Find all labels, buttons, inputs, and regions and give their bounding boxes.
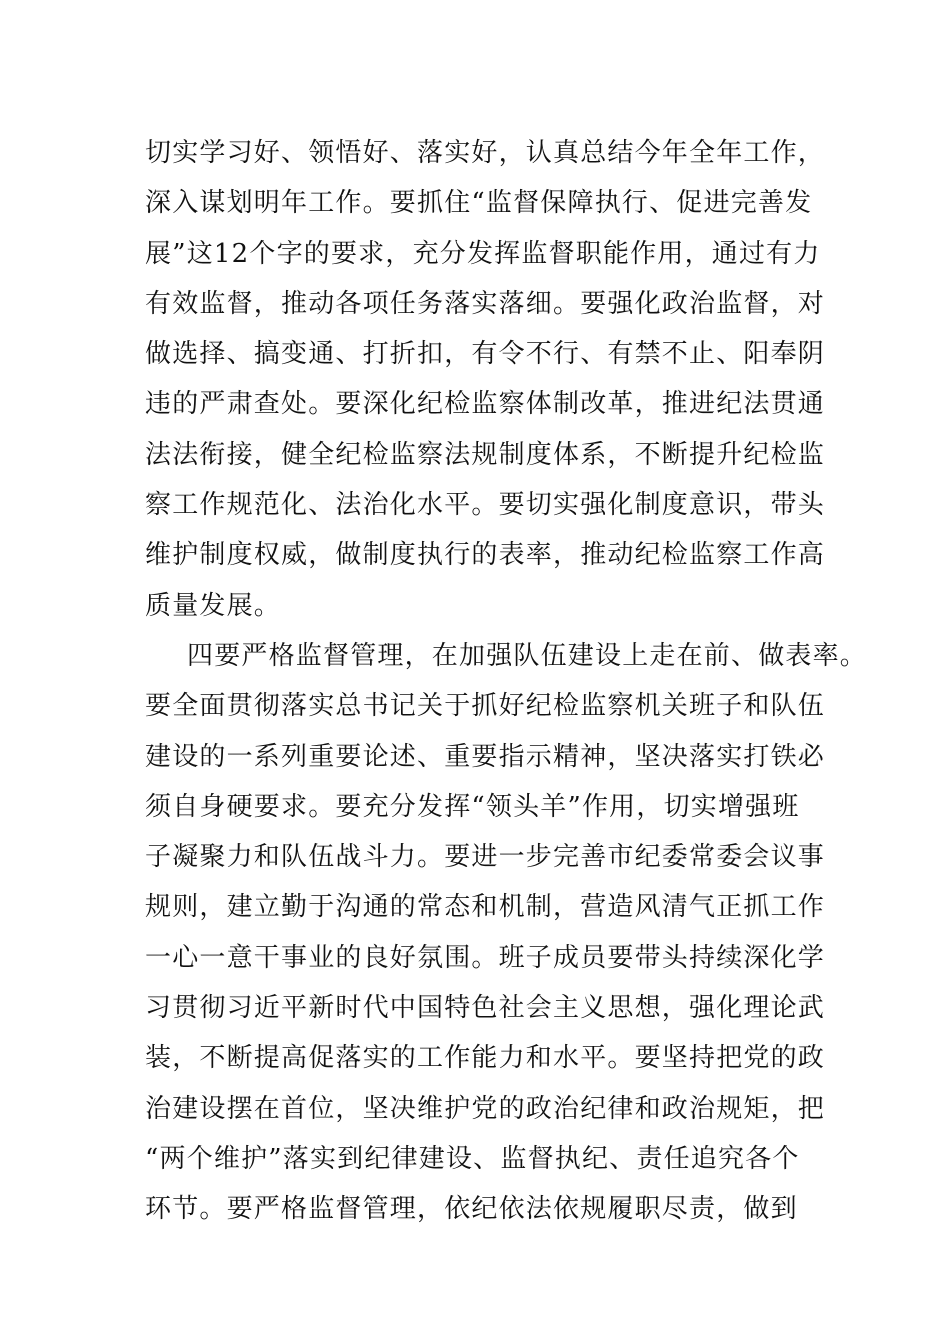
document-body — [145, 128, 868, 1235]
text-line: 要全面贯彻落实总书记关于抓好纪检监察机关班子和队伍 — [145, 691, 826, 722]
text-line: 违的严肃查处。要深化纪检监察体制改革，推进纪法贯通 — [145, 389, 826, 420]
text-line: 展”这12个字的要求，充分发挥监督职能作用，通过有力 — [145, 238, 821, 269]
paragraph-start-line: 四要严格监督管理，在加强队伍建设上走在前、做表率。 — [187, 640, 868, 671]
text-line: 习贯彻习近平新时代中国特色社会主义思想，强化理论武 — [145, 993, 826, 1024]
text-line: 须自身硬要求。要充分发挥“领头羊”作用，切实增强班 — [145, 791, 800, 822]
text-line: 装，不断提高促落实的工作能力和水平。要坚持把党的政 — [145, 1043, 826, 1074]
text-line: 维护制度权威，做制度执行的表率，推动纪检监察工作高 — [145, 540, 826, 571]
text-line: 法法衔接，健全纪检监察法规制度体系，不断提升纪检监 — [145, 439, 826, 470]
text-line: 深入谋划明年工作。要抓住“监督保障执行、促进完善发 — [145, 188, 813, 219]
text-line: 建设的一系列重要论述、重要指示精神，坚决落实打铁必 — [145, 741, 826, 772]
text-line: 质量发展。 — [145, 590, 282, 621]
text-line: 察工作规范化、法治化水平。要切实强化制度意识，带头 — [145, 490, 826, 521]
text-line: 治建设摆在首位，坚决维护党的政治纪律和政治规矩，把 — [145, 1093, 826, 1124]
text-line: 切实学习好、领悟好、落实好，认真总结今年全年工作， — [145, 138, 826, 168]
text-line: 子凝聚力和队伍战斗力。要进一步完善市纪委常委会议事 — [145, 842, 826, 873]
text-line: “两个维护”落实到纪律建设、监督执纪、责任追究各个 — [145, 1143, 800, 1174]
text-line: 做选择、搞变通、打折扣，有令不行、有禁不止、阳奉阴 — [145, 339, 826, 370]
text-line: 有效监督，推动各项任务落实落细。要强化政治监督，对 — [145, 288, 826, 319]
text-line: 规则，建立勤于沟通的常态和机制，营造风清气正抓工作 — [145, 892, 826, 923]
text-line: 环节。要严格监督管理，依纪依法依规履职尽责，做到 — [145, 1194, 798, 1225]
text-line: 一心一意干事业的良好氛围。班子成员要带头持续深化学 — [145, 942, 826, 973]
